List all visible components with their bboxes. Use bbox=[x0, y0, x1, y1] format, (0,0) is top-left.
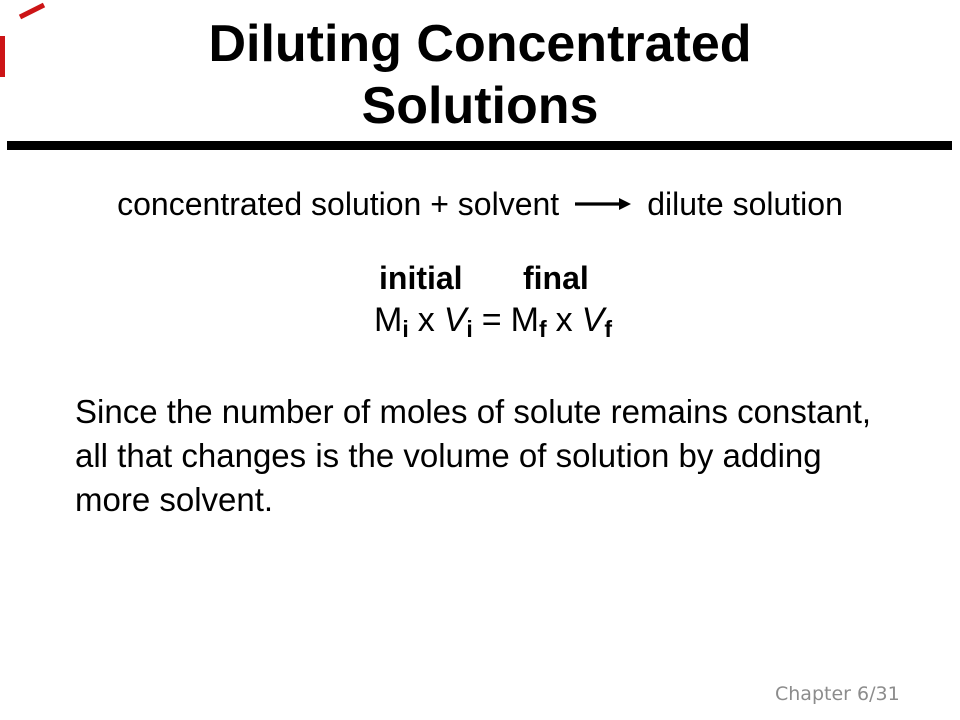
eq-sub-initial-2: i bbox=[466, 315, 473, 342]
body-paragraph bbox=[75, 390, 885, 522]
slide-title-line2: Solutions bbox=[361, 77, 599, 135]
body-line3: more solvent. bbox=[75, 481, 274, 518]
reaction-scheme bbox=[0, 188, 960, 220]
eq-molarity-initial: M bbox=[374, 301, 403, 339]
eq-times-2: x bbox=[555, 301, 573, 339]
slide-title-line1: Diluting Concentrated bbox=[208, 15, 752, 73]
eq-sub-initial-1: i bbox=[402, 315, 409, 342]
label-final: final bbox=[523, 260, 589, 296]
eq-molarity-final: M bbox=[510, 301, 539, 339]
body-line1: Since the number of moles of solute remains constant, bbox=[75, 393, 872, 430]
label-initial: initial bbox=[379, 260, 463, 296]
eq-times-1: x bbox=[417, 301, 435, 339]
eq-equals: = bbox=[481, 301, 502, 339]
eq-volume-final: V bbox=[581, 301, 605, 339]
eq-sub-final-2: f bbox=[604, 315, 613, 342]
reaction-reactants: concentrated solution + solvent bbox=[117, 186, 560, 222]
footer-page-label: Chapter 6/31 bbox=[775, 683, 900, 705]
dilution-equation bbox=[374, 301, 613, 342]
slide-title bbox=[0, 13, 960, 137]
eq-volume-initial: V bbox=[443, 301, 467, 339]
right-arrow-icon bbox=[575, 196, 631, 212]
eq-sub-final-1: f bbox=[538, 315, 547, 342]
title-divider-rule bbox=[7, 141, 952, 150]
reaction-product: dilute solution bbox=[647, 186, 843, 222]
body-line2: all that changes is the volume of solution by adding bbox=[75, 437, 822, 474]
